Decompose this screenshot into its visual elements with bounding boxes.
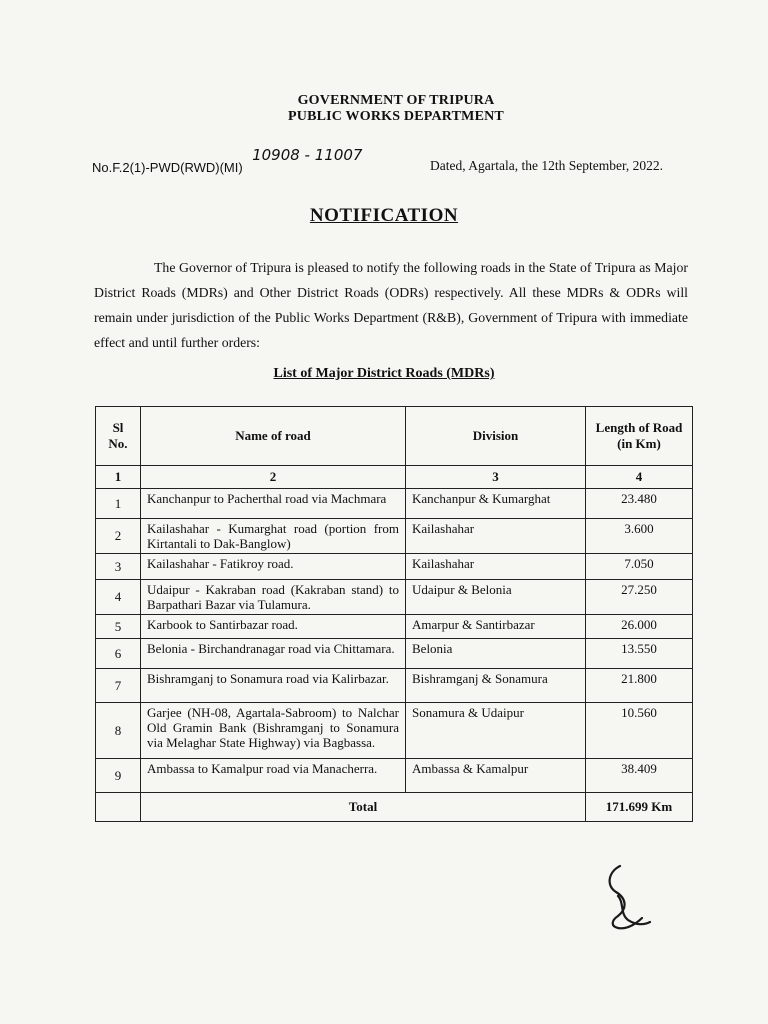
row-road-name: Bishramganj to Sonamura road via Kalirbazar. (141, 669, 406, 703)
header-sl: Sl No. (96, 407, 141, 466)
table-row (96, 639, 693, 669)
reference-line (92, 146, 664, 176)
list-heading: List of Major District Roads (MDRs) (273, 366, 495, 381)
row-length: 13.550 (586, 639, 693, 669)
table-row (96, 669, 693, 703)
row-sl: 3 (96, 554, 141, 580)
row-division: Belonia (406, 639, 586, 669)
row-sl: 1 (96, 489, 141, 519)
row-length: 21.800 (586, 669, 693, 703)
table-header-row (96, 407, 693, 466)
row-road-name: Udaipur - Kakraban road (Kakraban stand) to Barpathari Bazar via Tulamura. (141, 580, 406, 615)
row-sl: 8 (96, 703, 141, 759)
header-length: Length of Road (in Km) (586, 407, 693, 466)
row-length: 26.000 (586, 615, 693, 639)
header-division: Division (406, 407, 586, 466)
table-row (96, 519, 693, 554)
table-total-row (96, 793, 693, 822)
row-sl: 7 (96, 669, 141, 703)
index-cell: 3 (406, 466, 586, 489)
dated-line: Dated, Agartala, the 12th September, 2022. (430, 158, 664, 173)
table-row (96, 489, 693, 519)
table-row (96, 580, 693, 615)
row-division: Kailashahar (406, 554, 586, 580)
row-road-name: Garjee (NH-08, Agartala-Sabroom) to Nalchar Old Gramin Bank (Bishramganj to Sonamura via Melaghar State Highway) via Bagbassa. (141, 703, 406, 759)
row-road-name: Kailashahar - Fatikroy road. (141, 554, 406, 580)
row-division: Bishramganj & Sonamura (406, 669, 586, 703)
row-road-name: Belonia - Birchandranagar road via Chittamara. (141, 639, 406, 669)
table-index-row (96, 466, 693, 489)
notification-title: NOTIFICATION (309, 205, 459, 226)
row-division: Sonamura & Udaipur (406, 703, 586, 759)
notification-paragraph: The Governor of Tripura is pleased to notify the following roads in the State of Tripura as Major District Roads (MDRs) and Other District Roads (ODRs) respectively. All these MDRs & ODRs will remain under jurisdiction of the Public Works Department (R&B), Government of Tripura with immediate effect and until further orders: (94, 260, 688, 350)
table-row (96, 554, 693, 580)
header-name: Name of road (141, 407, 406, 466)
row-length: 7.050 (586, 554, 693, 580)
row-division: Udaipur & Belonia (406, 580, 586, 615)
row-sl: 5 (96, 615, 141, 639)
table-row (96, 615, 693, 639)
row-length: 10.560 (586, 703, 693, 759)
row-road-name: Kailashahar - Kumarghat road (portion from Kirtantali to Dak-Banglow) (141, 519, 406, 554)
row-division: Ambassa & Kamalpur (406, 759, 586, 793)
row-road-name: Karbook to Santirbazar road. (141, 615, 406, 639)
file-number: No.F.2(1)-PWD(RWD)(MI) (92, 160, 243, 175)
row-division: Kanchanpur & Kumarghat (406, 489, 586, 519)
index-cell: 1 (96, 466, 141, 489)
row-length: 3.600 (586, 519, 693, 554)
roads-table (95, 406, 693, 822)
row-sl: 2 (96, 519, 141, 554)
index-cell: 4 (586, 466, 693, 489)
row-length: 27.250 (586, 580, 693, 615)
row-road-name: Ambassa to Kamalpur road via Manacherra. (141, 759, 406, 793)
signature (598, 862, 658, 934)
department-heading: PUBLIC WORKS DEPARTMENT (288, 109, 504, 124)
index-cell: 2 (141, 466, 406, 489)
total-value: 171.699 Km (586, 793, 693, 822)
government-heading: GOVERNMENT OF TRIPURA (297, 93, 495, 108)
row-sl: 9 (96, 759, 141, 793)
row-length: 23.480 (586, 489, 693, 519)
row-road-name: Kanchanpur to Pacherthal road via Machmara (141, 489, 406, 519)
table-row (96, 703, 693, 759)
handwritten-number: 10908 - 11007 (252, 146, 363, 164)
row-length: 38.409 (586, 759, 693, 793)
row-division: Amarpur & Santirbazar (406, 615, 586, 639)
row-division: Kailashahar (406, 519, 586, 554)
total-label: Total (141, 793, 586, 822)
table-row (96, 759, 693, 793)
row-sl: 6 (96, 639, 141, 669)
row-sl: 4 (96, 580, 141, 615)
